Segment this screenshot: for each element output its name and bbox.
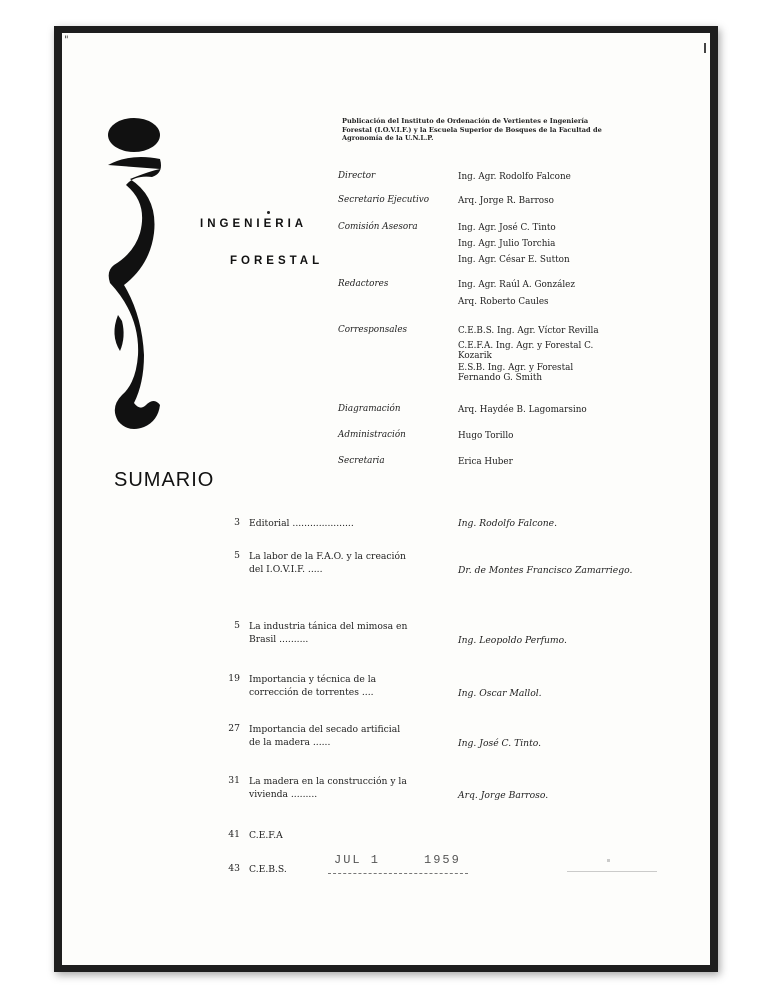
- journal-title-line2: FORESTAL: [230, 255, 324, 267]
- stamp-text-right: 1959: [424, 853, 461, 867]
- staff-name: C.E.F.A. Ing. Agr. y Forestal C. Kozarik: [458, 341, 594, 361]
- toc-page-number: 5: [234, 620, 240, 631]
- staff-name: Arq. Roberto Caules: [458, 297, 549, 307]
- staff-role: Secretario Ejecutivo: [338, 195, 430, 205]
- toc-author: Arq. Jorge Barroso.: [458, 790, 549, 801]
- staff-name: Arq. Haydée B. Lagomarsino: [458, 405, 587, 415]
- staff-name: Ing. Agr. Raúl A. González: [458, 280, 575, 290]
- staff-name: Erica Huber: [458, 457, 513, 467]
- toc-page-number: 5: [234, 550, 240, 561]
- toc-title: Editorial .....................: [249, 518, 354, 529]
- decorative-letter-logo-icon: [100, 115, 170, 435]
- staff-names: [458, 195, 648, 208]
- toc-author: Ing. Oscar Mallol.: [458, 688, 542, 699]
- toc-page-number: 3: [234, 517, 240, 528]
- toc-author: Ing. Rodolfo Falcone.: [458, 518, 558, 529]
- journal-title-line1: INGENIERIA: [200, 218, 308, 230]
- toc-title: C.E.B.S.: [249, 864, 287, 875]
- staff-role: Comisión Asesora: [338, 222, 418, 232]
- date-stamp: [328, 851, 468, 874]
- toc-page-number: 27: [228, 723, 240, 734]
- staff-role: Diagramación: [338, 404, 401, 414]
- corner-mark: ": [64, 35, 69, 46]
- toc-author: Ing. Leopoldo Perfumo.: [458, 635, 567, 646]
- staff-names: [458, 404, 648, 417]
- toc-page-number: 31: [228, 775, 240, 786]
- staff-role: Redactores: [338, 279, 389, 289]
- staff-names: [458, 279, 648, 309]
- document-page: [62, 33, 710, 965]
- staff-name: Ing. Agr. Rodolfo Falcone: [458, 172, 571, 182]
- toc-title: La labor de la F.A.O. y la creación del I.O.V.I.F. .....: [249, 551, 406, 575]
- staff-names: [458, 456, 648, 469]
- staff-role: Director: [338, 171, 376, 181]
- toc-title: Importancia del secado artificial de la madera ......: [249, 724, 401, 748]
- toc-page-number: 41: [228, 829, 240, 840]
- publisher-note: Publicación del Instituto de Ordenación de Vertientes e Ingeniería Forestal (I.O.V.I.F.) y la Escuela Superior de Bosques de la Facultad de Agronomía de la U.N.L.P.: [342, 117, 602, 143]
- staff-name: C.E.B.S. Ing. Agr. Víctor Revilla: [458, 326, 599, 336]
- toc-author: Dr. de Montes Francisco Zamarriego.: [458, 565, 633, 576]
- staff-name: E.S.B. Ing. Agr. y Forestal Fernando G. Smith: [458, 363, 574, 383]
- scan-smudge: [567, 871, 657, 872]
- staff-name: Ing. Agr. César E. Sutton: [458, 255, 570, 265]
- toc-page-number: 43: [228, 863, 240, 874]
- scan-smudge: [607, 859, 610, 862]
- staff-role: Secretaria: [338, 456, 385, 466]
- stamp-text-left: JUL 1: [334, 853, 381, 867]
- staff-names: [458, 325, 648, 386]
- staff-names: [458, 171, 648, 184]
- staff-name: Ing. Agr. José C. Tinto: [458, 223, 556, 233]
- staff-role: Corresponsales: [338, 325, 408, 335]
- staff-role: Administración: [338, 430, 406, 440]
- staff-name: Arq. Jorge R. Barroso: [458, 196, 554, 206]
- ornament-dot: [267, 211, 270, 214]
- sumario-heading: SUMARIO: [114, 469, 215, 491]
- edge-mark: [704, 43, 706, 53]
- toc-title: Importancia y técnica de la corrección de torrentes ....: [249, 674, 377, 698]
- toc-title: C.E.F.A: [249, 830, 283, 841]
- staff-name: Hugo Torillo: [458, 431, 514, 441]
- toc-title: La madera en la construcción y la vivienda .........: [249, 776, 407, 800]
- staff-name: Ing. Agr. Julio Torchia: [458, 239, 556, 249]
- toc-title: La industria tánica del mimosa en Brasil ..........: [249, 621, 408, 645]
- toc-page-number: 19: [228, 673, 240, 684]
- toc-author: Ing. José C. Tinto.: [458, 738, 542, 749]
- staff-names: [458, 430, 648, 443]
- staff-names: [458, 222, 648, 267]
